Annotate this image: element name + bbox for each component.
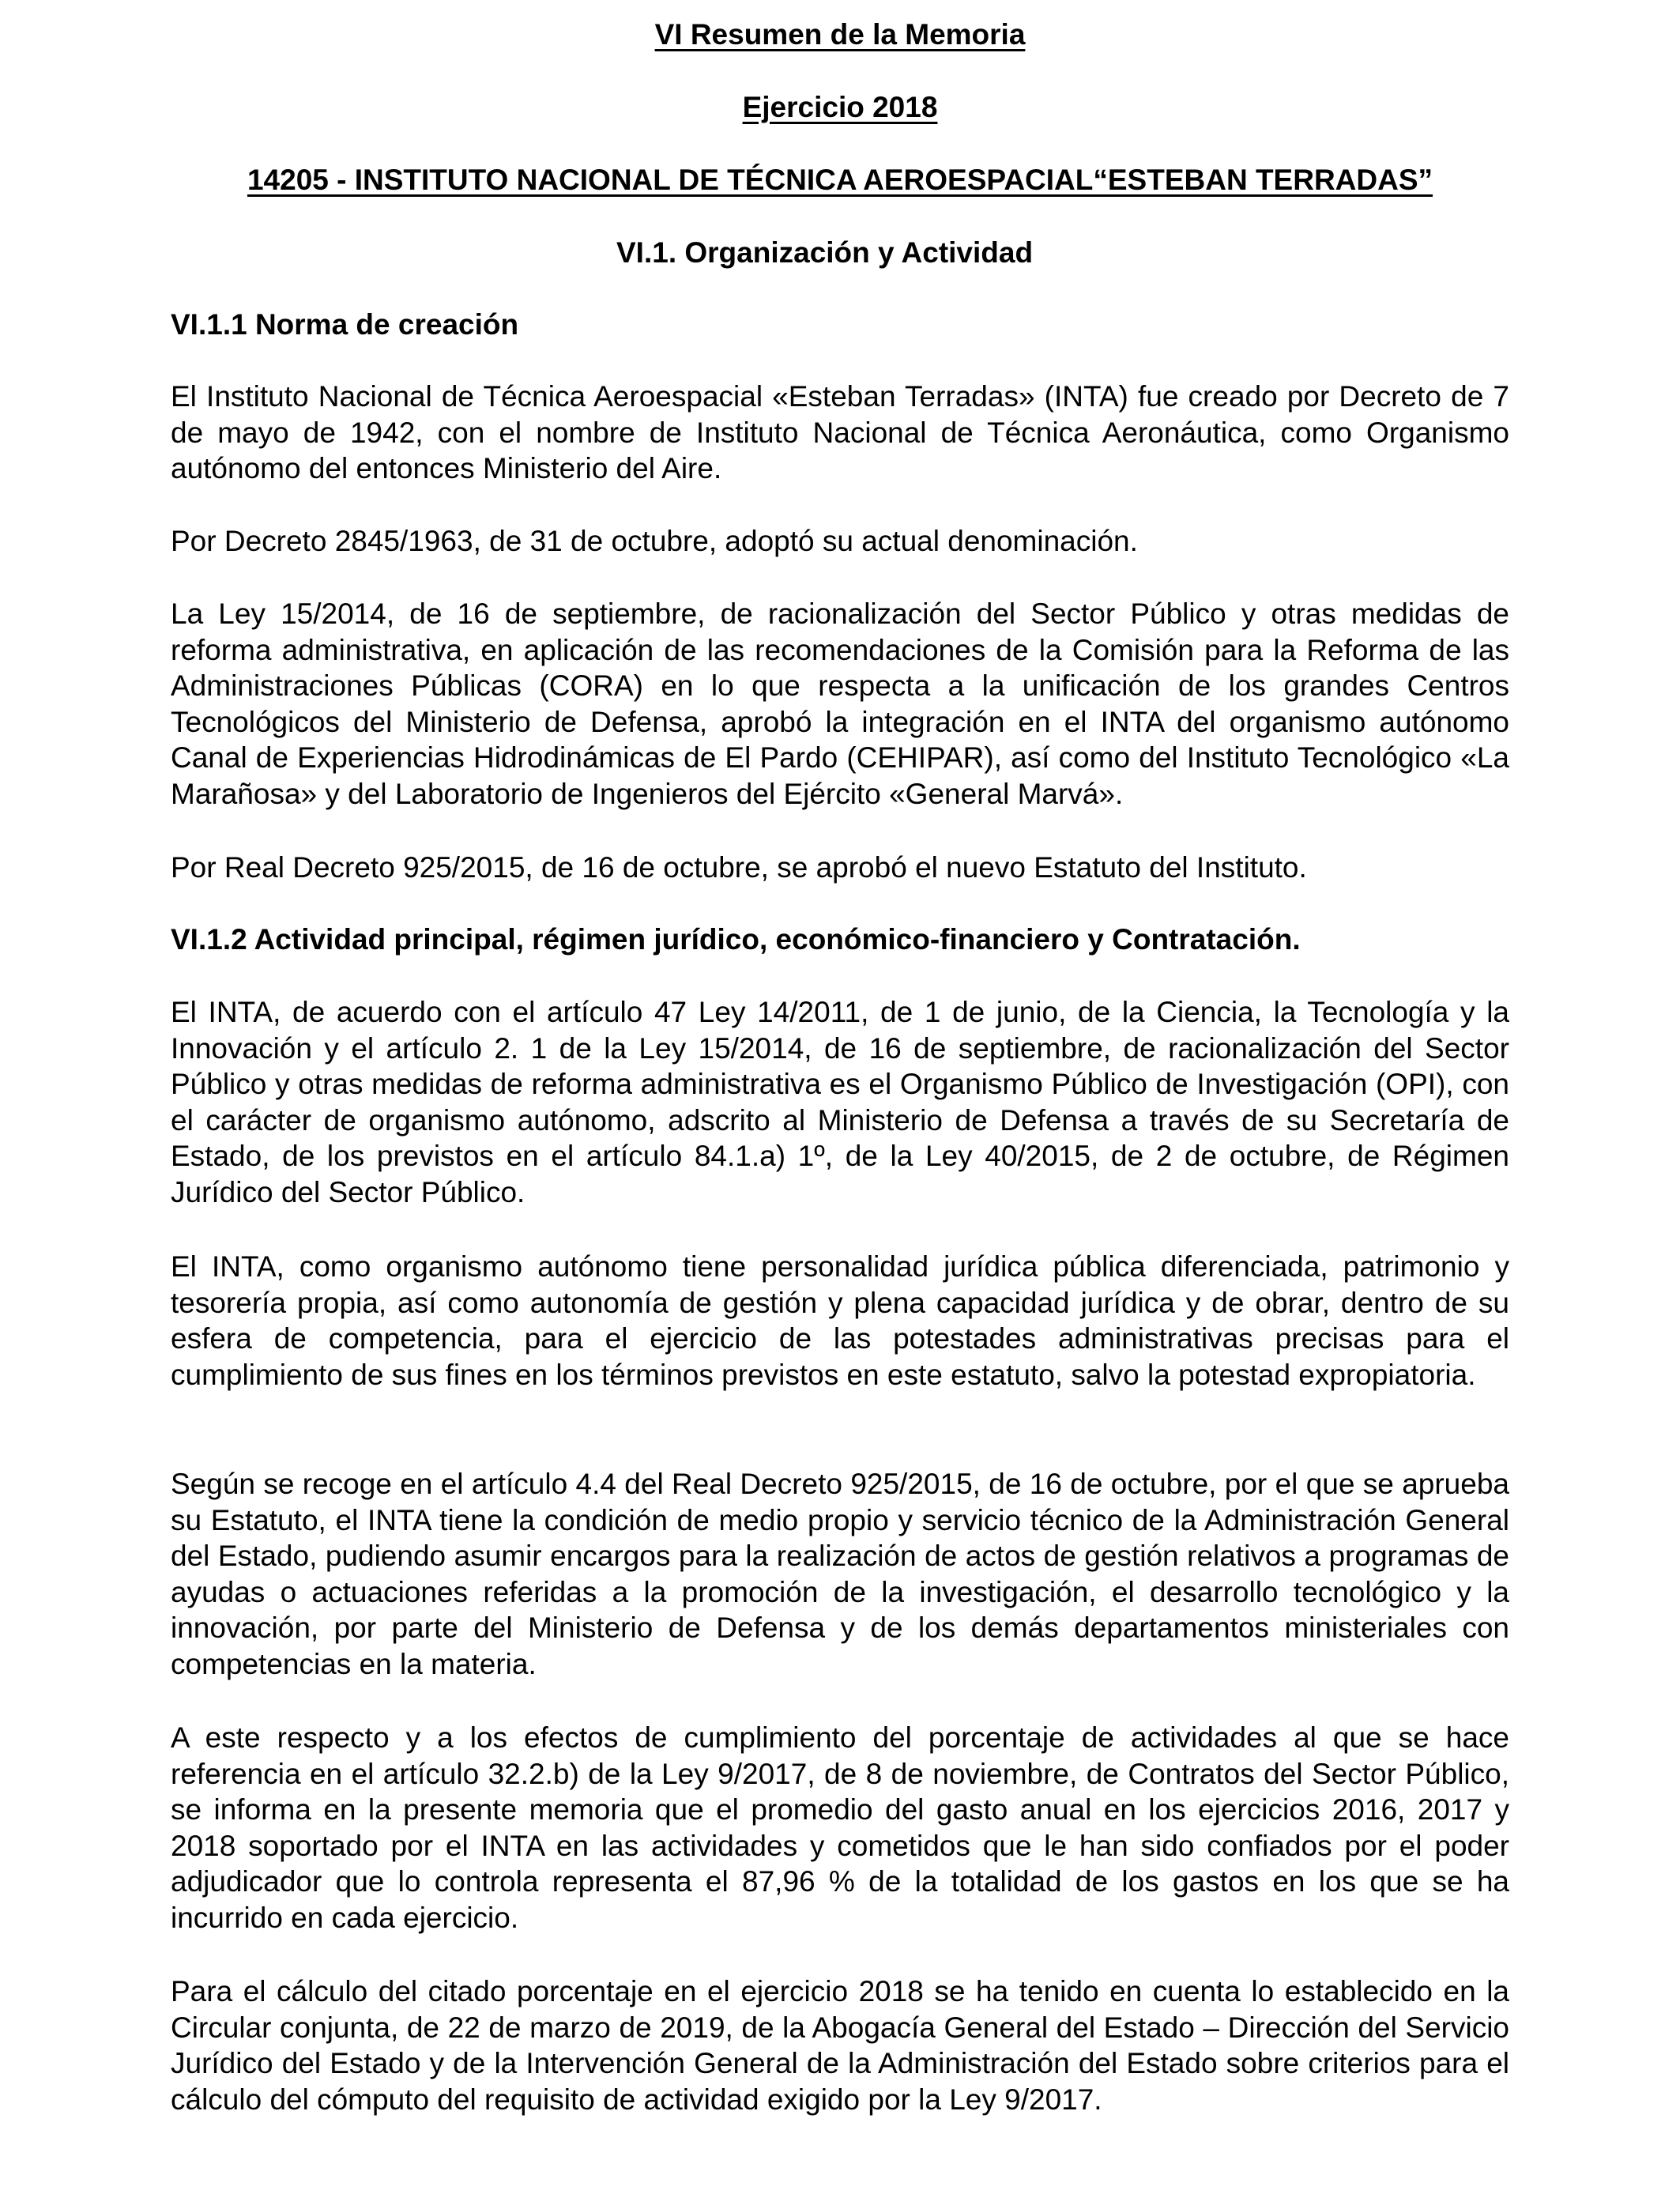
paragraph-norma-3: La Ley 15/2014, de 16 de septiembre, de racionalización del Sector Público y otras medidas de reforma administrativa, en aplicación de las recomendaciones de la Comisión para la Reforma de las Administraciones Públicas (CORA) en lo que respecta a la unificación de los grandes Centros Tecnológicos del Ministerio de Defensa, aprobó la integración en el INTA del organismo autónomo Canal de Experiencias Hidrodinámicas de El Pardo (CEHIPAR), así como del Instituto Tecnológico «La Marañosa» y del Laboratorio de Ingenieros del Ejército «General Marvá».: [171, 598, 1509, 810]
paragraph-actividad-5: Para el cálculo del citado porcentaje en el ejercicio 2018 se ha tenido en cuenta lo establecido en la Circular conjunta, de 22 de marzo de 2019, de la Abogacía General del Estado – Dirección del Servicio Jurídico del Estado y de la Intervención General de la Administración del Estado sobre criterios para el cálculo del cómputo del requisito de actividad exigido por la Ley 9/2017.: [171, 1975, 1509, 2116]
paragraph-norma-1: El Instituto Nacional de Técnica Aeroespacial «Esteban Terradas» (INTA) fue creado por Decreto de 7 de mayo de 1942, con el nombre de Instituto Nacional de Técnica Aeronáutica, como Organismo autónomo del entonces Ministerio del Aire.: [171, 380, 1509, 485]
paragraph-actividad-4: A este respecto y a los efectos de cumplimiento del porcentaje de actividades al que se hace referencia en el artículo 32.2.b) de la Ley 9/2017, de 8 de noviembre, de Contratos del Sector Público, se informa en la presente memoria que el promedio del gasto anual en los ejercicios 2016, 2017 y 2018 soportado por el INTA en las actividades y cometidos que le han sido confiados por el poder adjudicador que lo controla representa el 87,96 % de la totalidad de los gastos en los que se ha incurrido en cada ejercicio.: [171, 1721, 1509, 1934]
paragraph-norma-4: Por Real Decreto 925/2015, de 16 de octubre, se aprobó el nuevo Estatuto del Instituto.: [171, 851, 1307, 884]
paragraph-actividad-3: Según se recoge en el artículo 4.4 del Real Decreto 925/2015, de 16 de octubre, por el que se aprueba su Estatuto, el INTA tiene la condición de medio propio y servicio técnico de la Administración General del Estado, pudiendo asumir encargos para la realización de actos de gestión relativos a programas de ayudas o actuaciones referidas a la promoción de la investigación, el desarrollo tecnológico y la innovación, por parte del Ministerio de Defensa y de los demás departamentos ministeriales con competencias en la materia.: [171, 1468, 1509, 1680]
document-title: VI Resumen de la Memoria: [654, 18, 1026, 51]
section-heading-norma: VI.1.1 Norma de creación: [171, 308, 519, 341]
exercise-year: Ejercicio 2018: [742, 91, 938, 123]
section-heading-actividad: VI.1.2 Actividad principal, régimen jurídico, económico-financiero y Contratación.: [171, 923, 1301, 956]
paragraph-actividad-2: El INTA, como organismo autónomo tiene personalidad jurídica pública diferenciada, patrimonio y tesorería propia, así como autonomía de gestión y plena capacidad jurídica y de obrar, dentro de su esfera de competencia, para el ejercicio de las potestades administrativas precisas para el cumplimiento de sus fines en los términos previstos en este estatuto, salvo la potestad expropiatoria.: [171, 1250, 1509, 1391]
section-title-organization: VI.1. Organización y Actividad: [616, 236, 1034, 269]
paragraph-actividad-1: El INTA, de acuerdo con el artículo 47 Ley 14/2011, de 1 de junio, de la Ciencia, la Tecnología y la Innovación y el artículo 2. 1 de la Ley 15/2014, de 16 de septiembre, de racionalización del Sector Público y otras medidas de reforma administrativa es el Organismo Público de Investigación (OPI), con el carácter de organismo autónomo, adscrito al Ministerio de Defensa a través de su Secretaría de Estado, de los previstos en el artículo 84.1.a) 1º, de la Ley 40/2015, de 2 de octubre, de Régimen Jurídico del Sector Público.: [171, 996, 1509, 1208]
paragraph-norma-2: Por Decreto 2845/1963, de 31 de octubre, adoptó su actual denominación.: [171, 525, 1138, 557]
entity-title: 14205 - INSTITUTO NACIONAL DE TÉCNICA AEROESPACIAL“ESTEBAN TERRADAS”: [247, 164, 1433, 196]
